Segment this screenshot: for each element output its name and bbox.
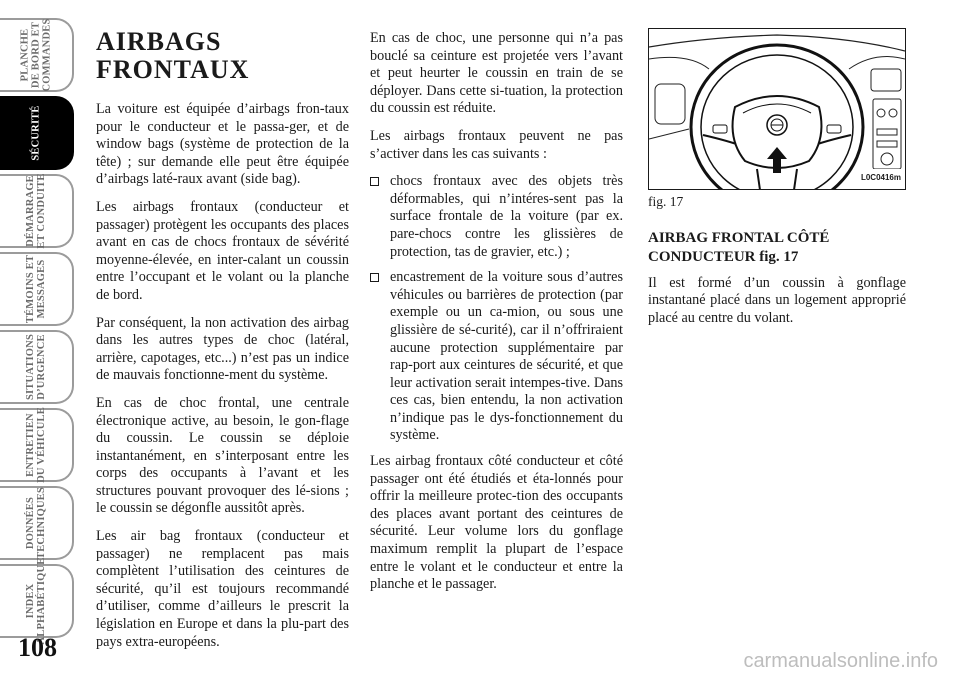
tab-label: TÉMOINS ET MESSAGES (25, 254, 47, 324)
column-1 (96, 28, 349, 661)
paragraph: Les air bag frontaux (conducteur et passager) ne remplacent pas mais complètent l’utilisation des ceintures de sécurité, qu’il est toujours recommandé d’utiliser, comme d’ailleurs le prescrit la législation en Europe et dans la plu-part des pays extra-européens. (96, 528, 349, 650)
column-3 (648, 28, 906, 337)
tab-label: INDEX ALPHABÉTIQUE (25, 557, 47, 645)
tab-index[interactable] (0, 557, 74, 645)
list-item (370, 173, 623, 261)
checkbox-bullet-icon (370, 273, 379, 282)
tab-entretien[interactable] (0, 408, 74, 482)
tab-situations-urgence[interactable] (0, 330, 74, 404)
steering-wheel-icon (649, 29, 905, 189)
paragraph: En cas de choc, une personne qui n’a pas bouclé sa ceinture est projetée vers l’avant et peut heurter le coussin en train de se déployer. Dans cette si-tuation, la protection du coussin est réduite. (370, 30, 623, 117)
figure-caption: fig. 17 (648, 194, 684, 209)
tab-donnees-techniques[interactable] (0, 486, 74, 560)
chapter-tabs (0, 18, 80, 645)
paragraph: La voiture est équipée d’airbags fron-taux pour le conducteur et le passa-ger, et de window bags (système de protection de la tête) ; sur demande elle peut être équipée d’airbags laté-raux avant (side bag). (96, 101, 349, 188)
paragraph: Les airbags frontaux (conducteur et passager) protègent les occupants des places avant en cas de chocs frontaux de sévérité moyenne-élevée, en inter-calant un coussin entre l’occupant et le volant ou la planche de bord. (96, 198, 349, 303)
watermark: carmanualsonline.info (743, 650, 938, 672)
tab-demarrage[interactable] (0, 174, 74, 248)
tab-securite[interactable] (0, 96, 74, 170)
list-item (370, 269, 623, 445)
page-number: 108 (18, 633, 57, 662)
tab-label: SÉCURITÉ (30, 105, 42, 161)
tab-label: DÉMARRAGE ET CONDUITE (25, 173, 47, 249)
bullet-list (370, 173, 623, 445)
paragraph: Il est formé d’un coussin à gonflage instantané placé dans un logement approprié placé au centre du volant. (648, 274, 906, 326)
tab-temoins[interactable] (0, 252, 74, 326)
paragraph: Par conséquent, la non activation des airbag dans les autres types de choc (latéral, arrière, capotages, etc...) n’est pas un indice de mauvais fonctionne-ment du système. (96, 314, 349, 384)
paragraph: Les airbags frontaux peuvent ne pas s’activer dans les cas suivants : (370, 127, 623, 162)
list-item-text: encastrement de la voiture sous d’autres véhicules ou barrières de protection (par exemple ou un ca-mion, ou sous une glissière de sé-curité), car il n’offriraient aucune protection supplémentaire par rap-port aux ceintures de sécurité, et que leur activation serait intempes-tive. Dans ces cas, bien entendu, la non activation n’indique pas le dys-fonctionnement du système. (390, 269, 623, 444)
tab-planche-de-bord[interactable] (0, 18, 74, 92)
subsection-title: AIRBAG FRONTAL CÔTÉ CONDUCTEUR fig. 17 (648, 229, 830, 265)
column-2 (370, 30, 623, 604)
tab-label: PLANCHE DE BORD ET COMMANDES (19, 18, 53, 92)
checkbox-bullet-icon (370, 177, 379, 186)
tab-label: SITUATIONS D’URGENCE (25, 334, 47, 400)
paragraph: Les airbag frontaux côté conducteur et côté passager ont été étudiés et éta-lonnés pour offrir la meilleure protec-tion des occupants des places avant portant des ceintures de sécurité. Leur volume lors du gonflage maximum remplit la plupart de l’espace entre le volant et le conducteur et entre la planche et le passager. (370, 453, 623, 593)
steering-wheel-illustration (648, 28, 906, 190)
paragraph: En cas de choc frontal, une centrale électronique active, au besoin, le gon-flage du coussin. Le coussin se déploie instantanément, en s’interposant entre les corps des occupants à l’avant et les structures pouvant provoquer des lé-sions ; le coussin se dégonfle aussitôt après. (96, 394, 349, 517)
tab-label: ENTRETIEN DU VÉHICULE (25, 407, 47, 483)
section-title: AIRBAGS FRONTAUX (96, 27, 250, 84)
tab-label: DONNÉES TECHNIQUES (25, 486, 47, 560)
figure-code: L0C0416m (859, 169, 903, 187)
list-item-text: chocs frontaux avec des objets très déformables, qui n’intéres-sent pas la surface frontale de la voiture (par ex. pare-chocs contre les glissières de protection, tas de gravier, etc.) ; (390, 173, 623, 260)
